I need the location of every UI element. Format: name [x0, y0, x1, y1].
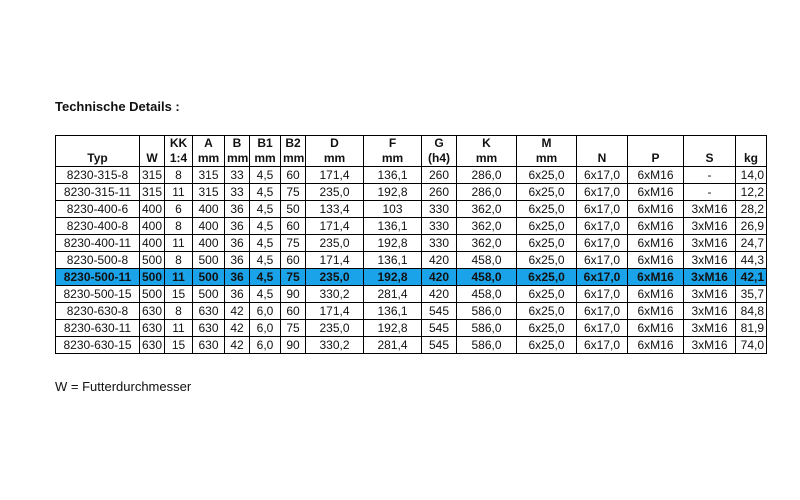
table-cell: 8	[165, 303, 193, 320]
table-cell: 136,1	[364, 252, 422, 269]
column-header-bottom: S	[705, 151, 714, 165]
table-cell: 42	[225, 303, 250, 320]
table-cell: 81,9	[736, 320, 767, 337]
table-cell: 90	[281, 286, 306, 303]
table-cell: 171,4	[306, 167, 364, 184]
table-cell: 60	[281, 252, 306, 269]
table-cell: 420	[422, 286, 457, 303]
table-cell: 586,0	[457, 303, 517, 320]
table-cell: 8230-315-8	[56, 167, 140, 184]
table-cell: 6x17,0	[577, 184, 628, 201]
table-cell: 500	[140, 252, 165, 269]
table-cell: 6,0	[250, 320, 281, 337]
table-cell: 315	[193, 184, 225, 201]
table-cell: 6xM16	[628, 252, 684, 269]
column-header-top	[630, 136, 681, 151]
table-cell: 400	[140, 201, 165, 218]
table-cell: 286,0	[457, 184, 517, 201]
table-cell: 3xM16	[684, 201, 736, 218]
table-cell: 6xM16	[628, 201, 684, 218]
table-cell: 136,1	[364, 218, 422, 235]
table-cell: 235,0	[306, 235, 364, 252]
table-cell: 260	[422, 167, 457, 184]
table-cell: 3xM16	[684, 337, 736, 354]
table-cell: 6x25,0	[517, 269, 577, 286]
table-cell: 36	[225, 201, 250, 218]
table-cell: 315	[140, 184, 165, 201]
table-cell: 6x25,0	[517, 320, 577, 337]
table-cell: 315	[193, 167, 225, 184]
table-cell: 4,5	[250, 167, 281, 184]
table-cell: 35,7	[736, 286, 767, 303]
table-cell: 75	[281, 269, 306, 286]
table-cell: 26,9	[736, 218, 767, 235]
table-cell: 6xM16	[628, 337, 684, 354]
table-cell: 6x25,0	[517, 286, 577, 303]
column-header	[140, 136, 165, 167]
table-cell: 6xM16	[628, 235, 684, 252]
table-cell: 4,5	[250, 218, 281, 235]
column-header-top: K	[482, 136, 491, 150]
table-cell: 6x25,0	[517, 167, 577, 184]
table-cell: 6,0	[250, 337, 281, 354]
table-cell: 458,0	[457, 286, 517, 303]
table-cell: 11	[165, 235, 193, 252]
table-cell: 74,0	[736, 337, 767, 354]
table-cell: 400	[140, 235, 165, 252]
table-cell: 60	[281, 303, 306, 320]
column-header-bottom: mm	[475, 151, 498, 165]
table-cell: 33	[225, 184, 250, 201]
table-cell: 400	[140, 218, 165, 235]
table-cell: 6x17,0	[577, 218, 628, 235]
table-cell: 400	[193, 201, 225, 218]
table-cell: 171,4	[306, 218, 364, 235]
table-cell: 586,0	[457, 337, 517, 354]
table-cell: 6xM16	[628, 320, 684, 337]
table-cell: -	[684, 184, 736, 201]
table-cell: 6x17,0	[577, 286, 628, 303]
table-cell: 42	[225, 337, 250, 354]
column-header-bottom: kg	[743, 151, 758, 165]
column-header-bottom: W	[146, 151, 158, 165]
column-header	[225, 136, 250, 167]
table-cell: 6x17,0	[577, 252, 628, 269]
table-cell: 6xM16	[628, 218, 684, 235]
table-cell: 8230-400-11	[56, 235, 140, 252]
table-cell: 235,0	[306, 320, 364, 337]
table-cell: 330,2	[306, 337, 364, 354]
table-row	[56, 201, 767, 218]
table-cell: 84,8	[736, 303, 767, 320]
table-row	[56, 252, 767, 269]
table-cell: 6x25,0	[517, 218, 577, 235]
table-cell: -	[684, 167, 736, 184]
table-cell: 400	[193, 218, 225, 235]
table-cell: 3xM16	[684, 269, 736, 286]
table-cell: 420	[422, 252, 457, 269]
table-cell: 6	[165, 201, 193, 218]
column-header-bottom: mm	[254, 151, 276, 165]
table-cell: 330	[422, 218, 457, 235]
column-header-bottom: Typ	[87, 151, 108, 165]
table-cell: 8230-500-15	[56, 286, 140, 303]
table-cell: 630	[140, 337, 165, 354]
table-cell: 75	[281, 320, 306, 337]
table-cell: 36	[225, 235, 250, 252]
table-cell: 3xM16	[684, 218, 736, 235]
table-cell: 192,8	[364, 269, 422, 286]
column-header-bottom: mm	[323, 151, 346, 165]
table-cell: 36	[225, 218, 250, 235]
table-cell: 192,8	[364, 320, 422, 337]
table-cell: 171,4	[306, 252, 364, 269]
column-header	[364, 136, 422, 167]
table-cell: 14,0	[736, 167, 767, 184]
table-cell: 6x17,0	[577, 235, 628, 252]
table-row	[56, 337, 767, 354]
table-cell: 6x25,0	[517, 201, 577, 218]
table-cell: 420	[422, 269, 457, 286]
table-cell: 60	[281, 167, 306, 184]
table-cell: 260	[422, 184, 457, 201]
table-cell: 11	[165, 320, 193, 337]
column-header-top: B1	[257, 136, 273, 150]
table-cell: 6x25,0	[517, 303, 577, 320]
column-header-top	[686, 136, 733, 151]
column-header-top: KK	[169, 136, 188, 150]
table-cell: 362,0	[457, 235, 517, 252]
column-header	[306, 136, 364, 167]
column-header-top: A	[204, 136, 213, 150]
column-header-top: B2	[285, 136, 301, 150]
page-title: Technische Details :	[55, 99, 180, 114]
table-cell: 8230-630-8	[56, 303, 140, 320]
column-header	[736, 136, 767, 167]
table-cell: 6xM16	[628, 184, 684, 201]
table-cell: 400	[193, 235, 225, 252]
technical-details-table	[55, 135, 767, 354]
table-cell: 11	[165, 269, 193, 286]
table-cell: 500	[140, 286, 165, 303]
table-cell: 75	[281, 235, 306, 252]
table-cell: 8	[165, 167, 193, 184]
column-header	[56, 136, 140, 167]
table-cell: 330	[422, 235, 457, 252]
table-cell: 281,4	[364, 286, 422, 303]
table-cell: 103	[364, 201, 422, 218]
column-header-bottom: mm	[197, 151, 220, 165]
table-cell: 545	[422, 303, 457, 320]
table-row-highlighted	[56, 269, 767, 286]
table-row	[56, 320, 767, 337]
table-cell: 286,0	[457, 167, 517, 184]
table-cell: 4,5	[250, 201, 281, 218]
table-cell: 330	[422, 201, 457, 218]
table-cell: 24,7	[736, 235, 767, 252]
column-header-bottom: (h4)	[428, 151, 450, 165]
table-cell: 15	[165, 286, 193, 303]
table-cell: 362,0	[457, 218, 517, 235]
table-cell: 8230-400-6	[56, 201, 140, 218]
table-row	[56, 184, 767, 201]
column-header-bottom: mm	[283, 151, 305, 165]
table-cell: 235,0	[306, 184, 364, 201]
table-row	[56, 218, 767, 235]
column-header	[422, 136, 457, 167]
table-cell: 6x25,0	[517, 337, 577, 354]
table-cell: 90	[281, 337, 306, 354]
column-header-top	[142, 136, 162, 151]
table-cell: 42,1	[736, 269, 767, 286]
table-cell: 586,0	[457, 320, 517, 337]
table-cell: 3xM16	[684, 320, 736, 337]
table-cell: 6x17,0	[577, 320, 628, 337]
table-cell: 11	[165, 184, 193, 201]
table-cell: 8230-500-11	[56, 269, 140, 286]
column-header-top	[58, 136, 137, 151]
footnote: W = Futterdurchmesser	[55, 379, 192, 394]
table-cell: 630	[140, 303, 165, 320]
column-header	[193, 136, 225, 167]
column-header-top	[738, 136, 764, 151]
table-cell: 3xM16	[684, 303, 736, 320]
column-header-top: M	[541, 136, 552, 150]
column-header-bottom: P	[651, 151, 660, 165]
table-cell: 6x17,0	[577, 303, 628, 320]
table-cell: 6,0	[250, 303, 281, 320]
column-header-top: D	[330, 136, 339, 150]
table-cell: 330,2	[306, 286, 364, 303]
table-cell: 75	[281, 184, 306, 201]
table-cell: 6x25,0	[517, 252, 577, 269]
table-cell: 3xM16	[684, 286, 736, 303]
column-header-bottom: mm	[227, 151, 249, 165]
table-cell: 6x25,0	[517, 235, 577, 252]
table-cell: 235,0	[306, 269, 364, 286]
table-cell: 42	[225, 320, 250, 337]
column-header	[684, 136, 736, 167]
table-cell: 545	[422, 337, 457, 354]
table-header-row	[56, 136, 767, 167]
table-cell: 36	[225, 269, 250, 286]
table-cell: 60	[281, 218, 306, 235]
table-cell: 4,5	[250, 269, 281, 286]
table-cell: 4,5	[250, 286, 281, 303]
table-cell: 8230-500-8	[56, 252, 140, 269]
table-cell: 500	[193, 252, 225, 269]
table-body	[56, 167, 767, 354]
table-cell: 630	[193, 303, 225, 320]
table-cell: 171,4	[306, 303, 364, 320]
column-header	[628, 136, 684, 167]
table-cell: 500	[140, 269, 165, 286]
table-cell: 315	[140, 167, 165, 184]
table-row	[56, 286, 767, 303]
table-cell: 362,0	[457, 201, 517, 218]
table-cell: 6xM16	[628, 269, 684, 286]
column-header-bottom: 1:4	[169, 151, 188, 165]
table-cell: 6x25,0	[517, 184, 577, 201]
table-cell: 15	[165, 337, 193, 354]
table-cell: 36	[225, 252, 250, 269]
column-header	[165, 136, 193, 167]
table-cell: 6x17,0	[577, 201, 628, 218]
table-cell: 500	[193, 286, 225, 303]
table-cell: 6x17,0	[577, 269, 628, 286]
column-header	[517, 136, 577, 167]
table-cell: 33	[225, 167, 250, 184]
column-header	[577, 136, 628, 167]
table-cell: 545	[422, 320, 457, 337]
column-header	[250, 136, 281, 167]
column-header-top	[579, 136, 625, 151]
table-cell: 8230-630-11	[56, 320, 140, 337]
column-header-bottom: N	[597, 151, 607, 165]
table-cell: 6xM16	[628, 286, 684, 303]
table-cell: 630	[140, 320, 165, 337]
table-cell: 4,5	[250, 235, 281, 252]
table-cell: 136,1	[364, 167, 422, 184]
table-cell: 6xM16	[628, 303, 684, 320]
table-cell: 458,0	[457, 252, 517, 269]
table-cell: 8230-315-11	[56, 184, 140, 201]
table-cell: 192,8	[364, 235, 422, 252]
column-header-top: G	[434, 136, 444, 150]
table-row	[56, 303, 767, 320]
column-header-bottom: mm	[381, 151, 404, 165]
table-row	[56, 167, 767, 184]
table-cell: 3xM16	[684, 252, 736, 269]
table-cell: 28,2	[736, 201, 767, 218]
table-cell: 4,5	[250, 252, 281, 269]
table-row	[56, 235, 767, 252]
column-header	[457, 136, 517, 167]
table-cell: 8	[165, 218, 193, 235]
column-header-top: B	[232, 136, 242, 150]
column-header	[281, 136, 306, 167]
table-cell: 133,4	[306, 201, 364, 218]
table-cell: 3xM16	[684, 235, 736, 252]
table-cell: 630	[193, 320, 225, 337]
table-cell: 8230-400-8	[56, 218, 140, 235]
table-cell: 6x17,0	[577, 167, 628, 184]
table-cell: 12,2	[736, 184, 767, 201]
table-cell: 458,0	[457, 269, 517, 286]
table-cell: 6xM16	[628, 167, 684, 184]
table-cell: 8230-630-15	[56, 337, 140, 354]
table-cell: 8	[165, 252, 193, 269]
table-cell: 50	[281, 201, 306, 218]
column-header-top: F	[388, 136, 397, 150]
table-cell: 44,3	[736, 252, 767, 269]
table-cell: 500	[193, 269, 225, 286]
table-cell: 192,8	[364, 184, 422, 201]
column-header-bottom: mm	[535, 151, 558, 165]
table-cell: 6x17,0	[577, 337, 628, 354]
table-cell: 136,1	[364, 303, 422, 320]
table-cell: 630	[193, 337, 225, 354]
table-cell: 4,5	[250, 184, 281, 201]
table-cell: 281,4	[364, 337, 422, 354]
table-cell: 36	[225, 286, 250, 303]
